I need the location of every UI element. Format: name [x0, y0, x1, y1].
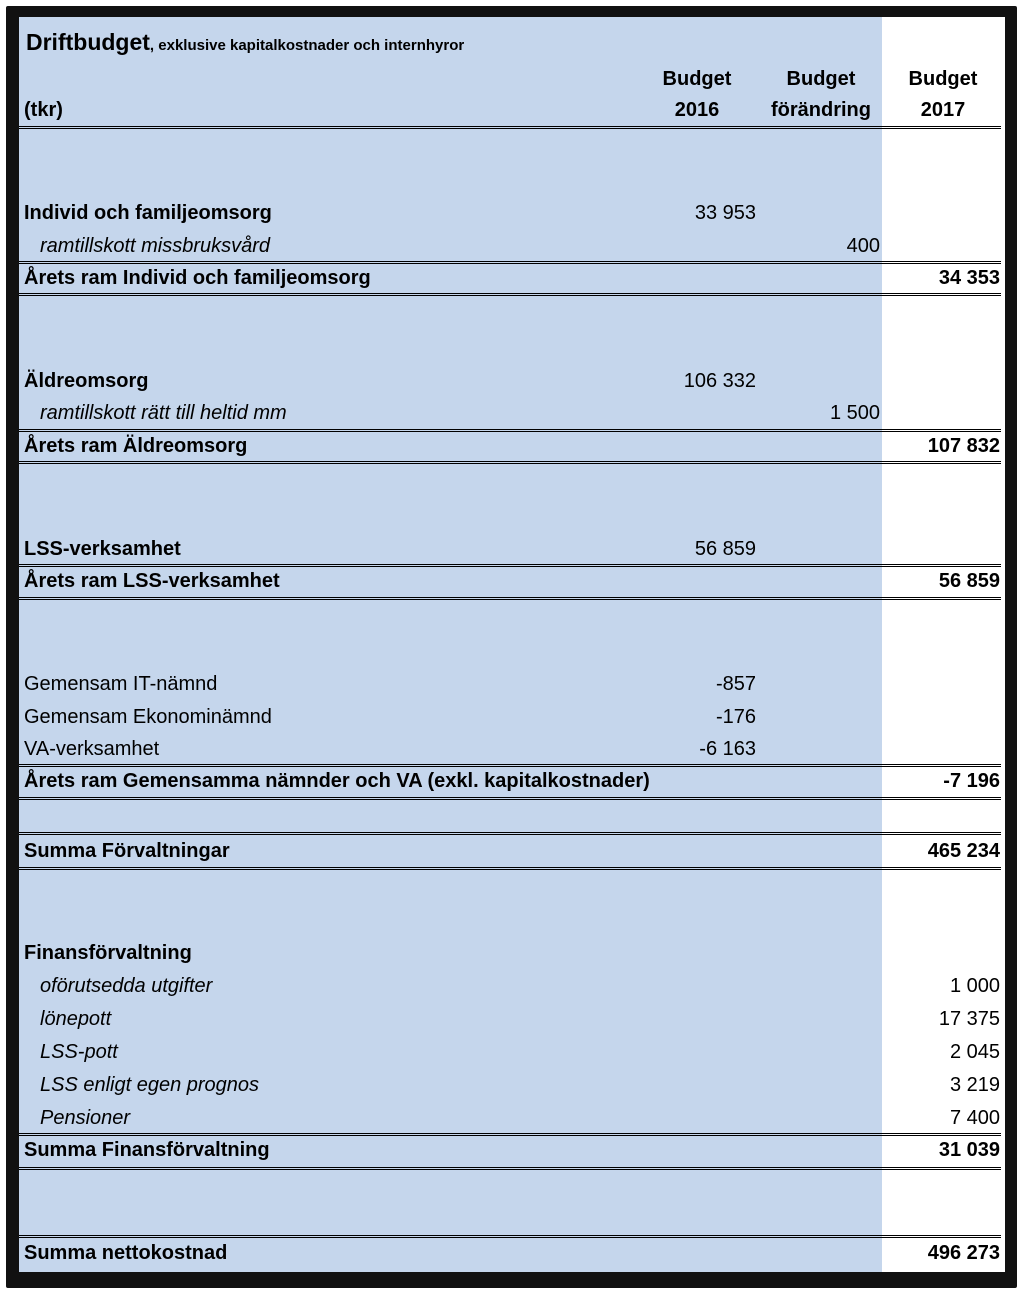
row-divider [19, 597, 1001, 600]
row-label: Årets ram Individ och familjeomsorg [24, 267, 371, 289]
row-label: Summa Finansförvaltning [24, 1139, 270, 1161]
value-change: 400 [846, 235, 880, 257]
header-divider [19, 126, 1001, 129]
row-label: Pensioner [40, 1107, 131, 1129]
value-2017: 34 353 [938, 267, 1000, 289]
table-row [19, 701, 1005, 734]
table-row [19, 397, 1005, 430]
table-row [19, 365, 1005, 398]
row-label: LSS-pott [40, 1041, 118, 1063]
row-label: Årets ram LSS-verksamhet [24, 570, 280, 592]
table-row [19, 533, 1005, 566]
table-row-total [19, 1134, 1005, 1167]
col3-header-line2: 2017 [920, 99, 966, 121]
table-row [19, 1102, 1005, 1135]
page-title [26, 29, 464, 56]
row-label: Gemensam IT-nämnd [24, 673, 218, 695]
row-divider [19, 797, 1001, 800]
row-label: Äldreomsorg [24, 370, 149, 392]
title-main: Driftbudget [26, 29, 150, 55]
table-row [19, 1069, 1005, 1102]
value-2017: 17 375 [938, 1008, 1000, 1030]
table-row [19, 230, 1005, 263]
row-label: LSS-verksamhet [24, 538, 181, 560]
col2-header-line2: förändring [771, 99, 871, 121]
value-2017: 56 859 [938, 570, 1000, 592]
table-row-total [19, 430, 1005, 463]
table-row [19, 937, 1005, 970]
row-divider [19, 1167, 1001, 1170]
row-divider [19, 461, 1001, 464]
value-2017: 3 219 [949, 1074, 1000, 1096]
value-2017: 1 000 [949, 975, 1000, 997]
table-row-total [19, 1237, 1005, 1270]
table-row-total [19, 765, 1005, 798]
row-label: Summa Förvaltningar [24, 840, 230, 862]
row-label: lönepott [40, 1008, 112, 1030]
row-label: VA-verksamhet [24, 738, 160, 760]
table-row [19, 197, 1005, 230]
value-2016: 106 332 [683, 370, 756, 392]
value-2016: -6 163 [699, 738, 756, 760]
row-label: Årets ram Gemensamma nämnder och VA (exkl. kapitalkostnader) [24, 770, 650, 792]
row-divider [19, 867, 1001, 870]
value-2017: 2 045 [949, 1041, 1000, 1063]
row-label: Summa nettokostnad [24, 1242, 228, 1264]
value-2016: -176 [715, 706, 756, 728]
row-label: oförutsedda utgifter [40, 975, 213, 997]
row-label: ramtillskott missbruksvård [40, 235, 271, 257]
value-2017: 496 273 [927, 1242, 1000, 1264]
row-label: Finansförvaltning [24, 942, 192, 964]
table-row [19, 1003, 1005, 1036]
value-2016: -857 [715, 673, 756, 695]
col1-header-line1: Budget [662, 68, 732, 90]
row-label: Årets ram Äldreomsorg [24, 435, 248, 457]
value-2017: 31 039 [938, 1139, 1000, 1161]
value-2017: 465 234 [927, 840, 1000, 862]
table-row-total [19, 262, 1005, 295]
value-change: 1 500 [829, 402, 880, 424]
row-label: Gemensam Ekonominämnd [24, 706, 272, 728]
value-2017: -7 196 [943, 770, 1000, 792]
col2-header-line1: Budget [786, 68, 856, 90]
unit-label: (tkr) [24, 99, 63, 121]
value-2016: 33 953 [694, 202, 756, 224]
value-2016: 56 859 [694, 538, 756, 560]
col3-header-line1: Budget [908, 68, 978, 90]
table-row-total [19, 565, 1005, 598]
table-row-total [19, 835, 1005, 868]
table-row [19, 733, 1005, 766]
table-row [19, 668, 1005, 701]
row-label: LSS enligt egen prognos [40, 1074, 260, 1096]
table-row [19, 970, 1005, 1003]
col1-header-line2: 2016 [674, 99, 720, 121]
value-2017: 107 832 [927, 435, 1000, 457]
col3-header [883, 64, 1003, 126]
title-sub: , exklusive kapitalkostnader och internhyror [149, 37, 465, 54]
budget-table [19, 17, 1005, 1272]
col2-header [756, 64, 886, 126]
col1-header [637, 64, 757, 126]
table-row [19, 1036, 1005, 1069]
row-label: Individ och familjeomsorg [24, 202, 272, 224]
row-label: ramtillskott rätt till heltid mm [40, 402, 287, 424]
row-divider [19, 293, 1001, 296]
value-2017: 7 400 [949, 1107, 1000, 1129]
